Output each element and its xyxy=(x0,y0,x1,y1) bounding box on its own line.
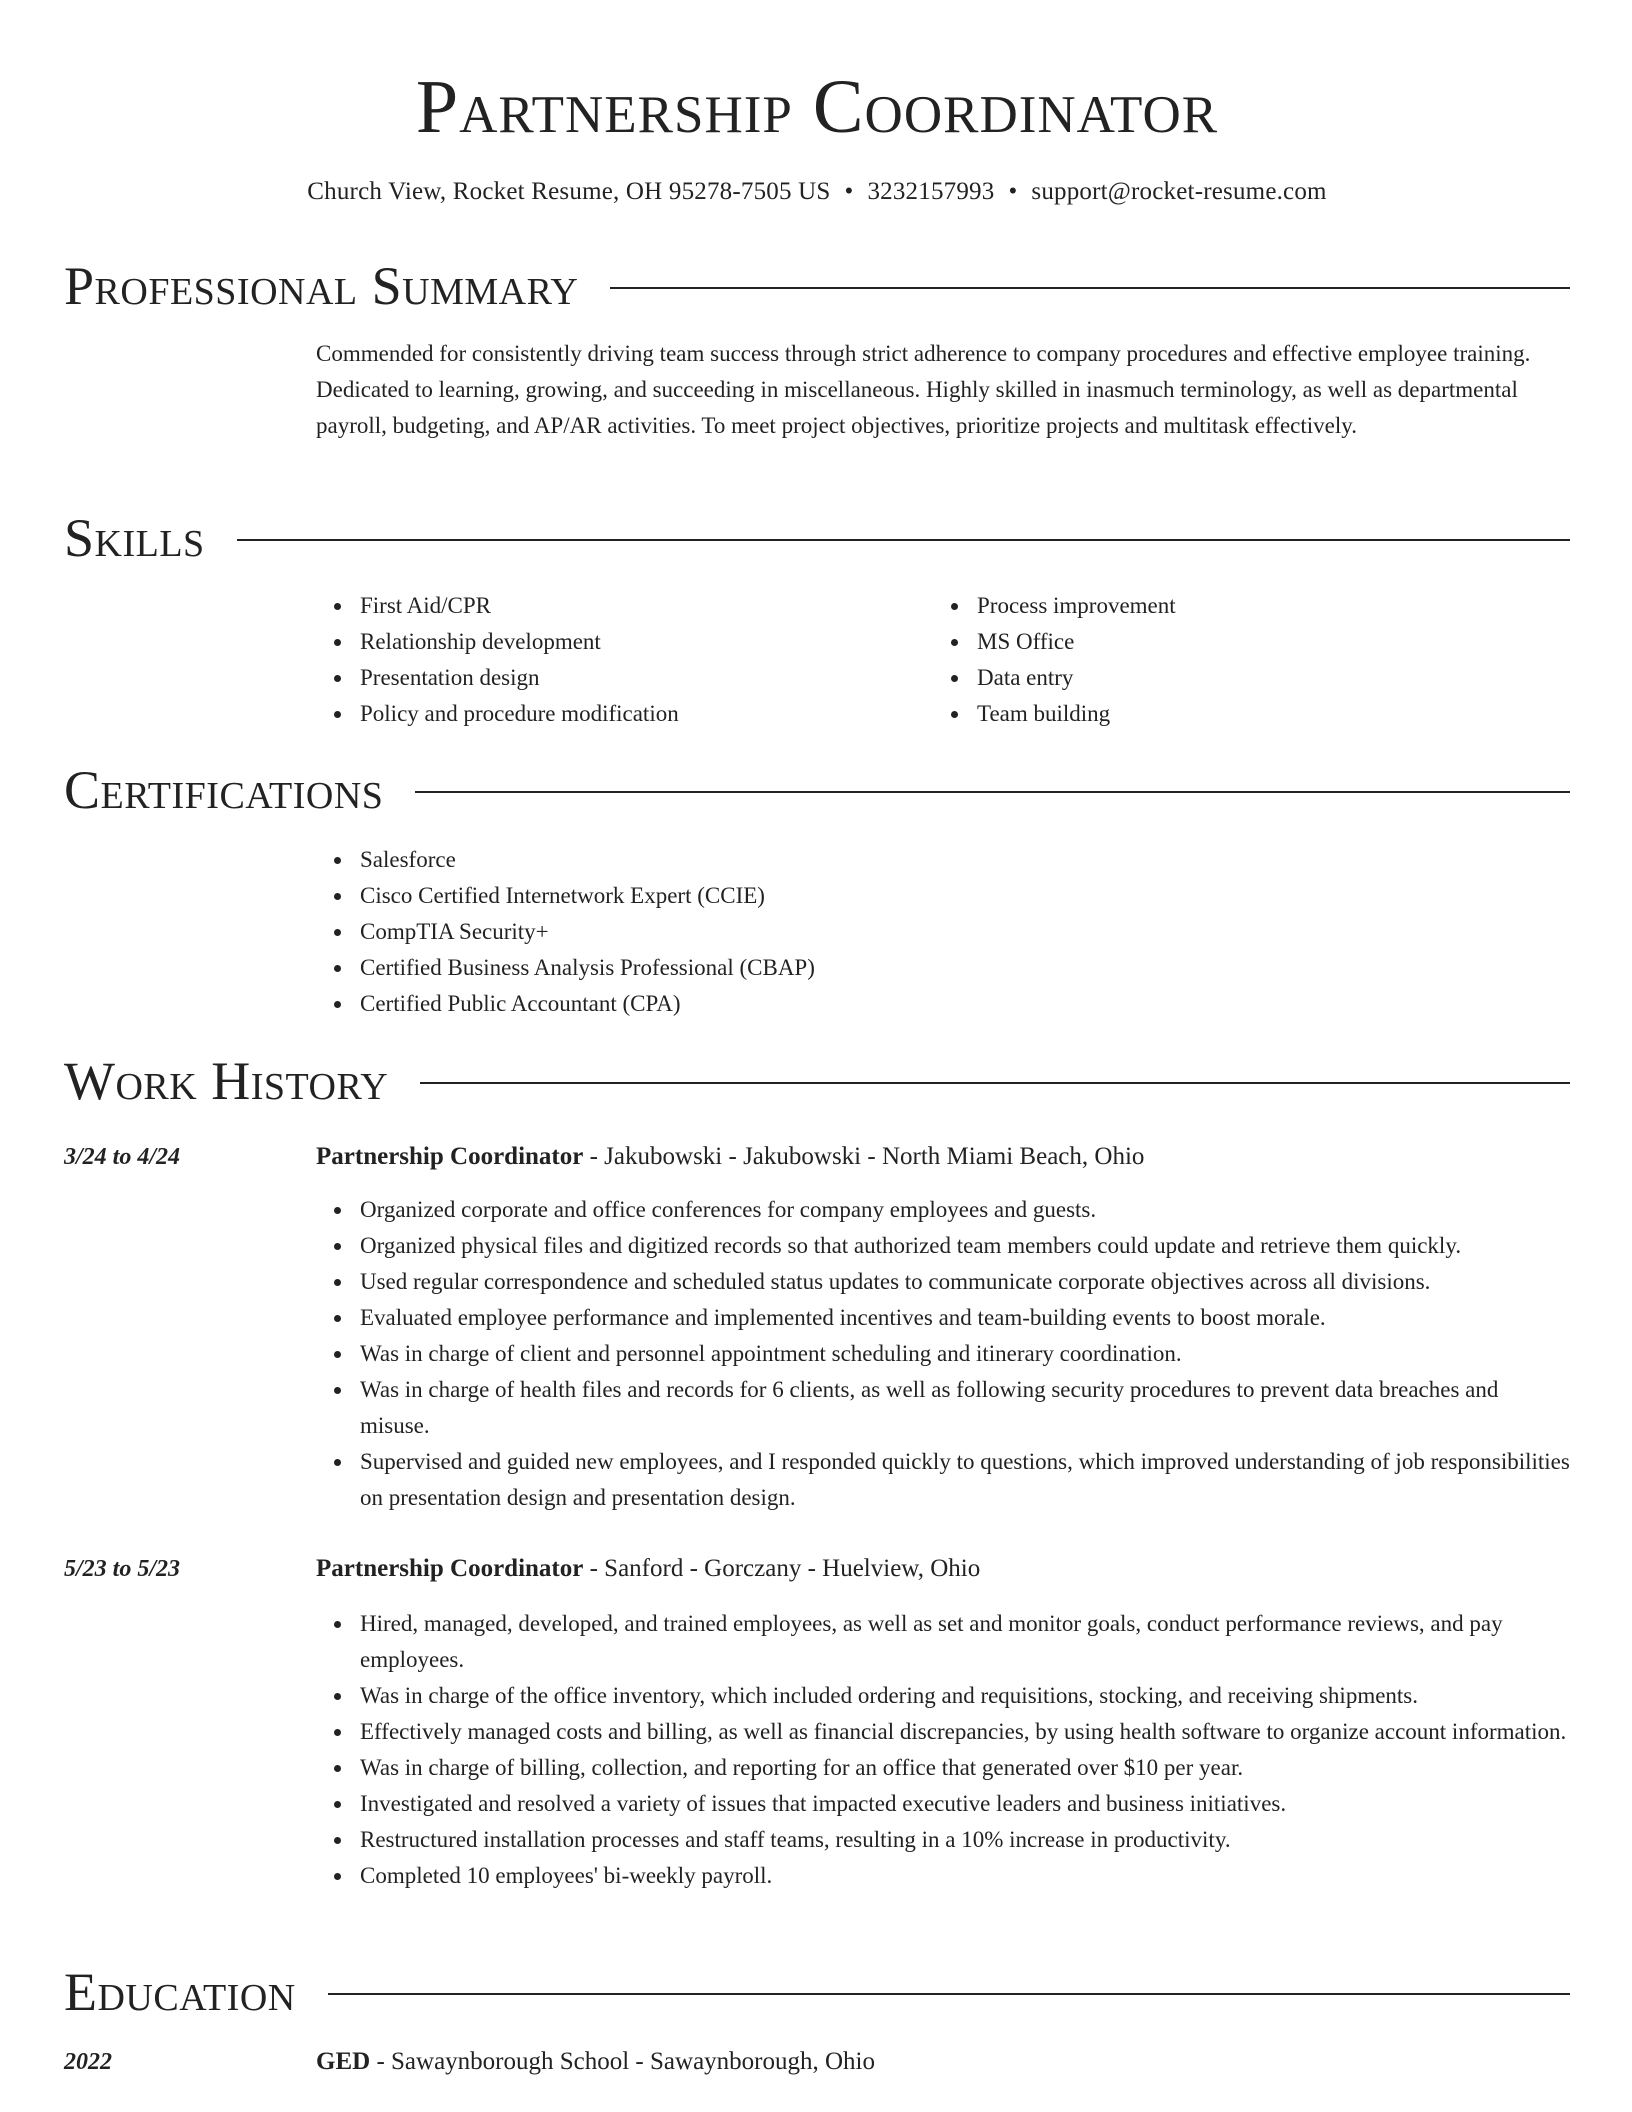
job-dates: 5/23 to 5/23 xyxy=(64,1556,181,1582)
skill-item: MS Office xyxy=(977,624,1550,660)
education-line xyxy=(316,2044,1570,2080)
job-bullet: Used regular correspondence and scheduled status updates to communicate corporate objectives across all divisions. xyxy=(360,1264,1570,1300)
job-bullet: Organized physical files and digitized records so that authorized team members could update and retrieve them quickly. xyxy=(360,1228,1570,1264)
skill-item: First Aid/CPR xyxy=(360,588,933,624)
phone: 3232157993 xyxy=(867,178,995,205)
certifications-section-header xyxy=(64,758,1570,822)
job-bullet: Investigated and resolved a variety of issues that impacted executive leaders and business initiatives. xyxy=(360,1786,1570,1822)
section-rule xyxy=(610,287,1570,289)
education-degree: GED xyxy=(316,2048,371,2075)
section-rule xyxy=(328,1993,1570,1995)
skills-column-right xyxy=(933,588,1550,732)
skill-item: Team building xyxy=(977,696,1550,732)
job-bullet: Was in charge of client and personnel appointment scheduling and itinerary coordination. xyxy=(360,1336,1570,1372)
job-bullet: Was in charge of billing, collection, and reporting for an office that generated over $10 per year. xyxy=(360,1750,1570,1786)
skill-item: Data entry xyxy=(977,660,1550,696)
certifications-list xyxy=(316,842,1570,1022)
job-bullet: Completed 10 employees' bi-weekly payroll. xyxy=(360,1858,1570,1894)
job-employer: - Jakubowski - Jakubowski - North Miami Beach, Ohio xyxy=(583,1143,1145,1170)
education-section-header xyxy=(64,1960,1570,2024)
section-title: Skills xyxy=(64,508,205,568)
contact-line xyxy=(64,175,1570,209)
skill-item: Policy and procedure modification xyxy=(360,696,933,732)
job-bullet: Was in charge of health files and records for 6 clients, as well as following security procedures to prevent data breaches and misuse. xyxy=(360,1372,1570,1444)
email: support@rocket-resume.com xyxy=(1031,178,1327,205)
certification-item: CompTIA Security+ xyxy=(360,914,1570,950)
job-title-line xyxy=(316,1551,1570,1587)
skills-column-left xyxy=(316,588,933,732)
skills-list xyxy=(316,588,1570,732)
section-title: Education xyxy=(64,1962,296,2022)
certification-item: Cisco Certified Internetwork Expert (CCIE) xyxy=(360,878,1570,914)
job-bullet: Evaluated employee performance and implemented incentives and team-building events to boost morale. xyxy=(360,1300,1570,1336)
job-bullets xyxy=(316,1192,1570,1516)
certification-item: Certified Public Accountant (CPA) xyxy=(360,986,1570,1022)
section-rule xyxy=(415,791,1570,793)
section-rule xyxy=(420,1082,1570,1084)
certification-item: Salesforce xyxy=(360,842,1570,878)
section-title: Certifications xyxy=(64,760,384,820)
summary-text: Commended for consistently driving team success through strict adherence to company procedures and effective employee training. Dedicated to learning, growing, and succeeding in miscellaneous. Highly skilled in inasmuch terminology, as well as departmental payroll, budgeting, and AP/AR activities. To meet project objectives, prioritize projects and multitask effectively. xyxy=(316,341,1531,438)
job-dates: 3/24 to 4/24 xyxy=(64,1144,181,1170)
candidate-name: Partnership Coordinator xyxy=(415,65,1219,149)
job-bullet: Was in charge of the office inventory, which included ordering and requisitions, stocking, and receiving shipments. xyxy=(360,1678,1570,1714)
skill-item: Process improvement xyxy=(977,588,1550,624)
education-school: - Sawaynborough School - Sawaynborough, Ohio xyxy=(370,2048,875,2075)
job-employer: - Sanford - Gorczany - Huelview, Ohio xyxy=(583,1555,981,1582)
job-role: Partnership Coordinator xyxy=(316,1555,584,1582)
skills-section-header xyxy=(64,506,1570,570)
job-bullets xyxy=(316,1606,1570,1894)
section-title: Work History xyxy=(64,1051,389,1111)
separator: • xyxy=(1008,178,1018,205)
skill-item: Relationship development xyxy=(360,624,933,660)
section-rule xyxy=(237,539,1570,541)
section-title: Professional Summary xyxy=(64,256,579,316)
job-bullet: Supervised and guided new employees, and I responded quickly to questions, which improved understanding of job responsibilities on presentation design and presentation design. xyxy=(360,1444,1570,1516)
summary-section-header xyxy=(64,254,1570,318)
work-section-header xyxy=(64,1049,1570,1113)
job-role: Partnership Coordinator xyxy=(316,1143,584,1170)
job-bullet: Organized corporate and office conferences for company employees and guests. xyxy=(360,1192,1570,1228)
job-bullet: Effectively managed costs and billing, as well as financial discrepancies, by using health software to organize account information. xyxy=(360,1714,1570,1750)
skill-item: Presentation design xyxy=(360,660,933,696)
address: Church View, Rocket Resume, OH 95278-7505 US xyxy=(307,178,831,205)
job-bullet: Hired, managed, developed, and trained employees, as well as set and monitor goals, conduct performance reviews, and pay employees. xyxy=(360,1606,1570,1678)
job-title-line xyxy=(316,1139,1570,1175)
certification-item: Certified Business Analysis Professional (CBAP) xyxy=(360,950,1570,986)
separator: • xyxy=(844,178,854,205)
job-bullet: Restructured installation processes and staff teams, resulting in a 10% increase in productivity. xyxy=(360,1822,1570,1858)
education-year: 2022 xyxy=(64,2049,112,2075)
